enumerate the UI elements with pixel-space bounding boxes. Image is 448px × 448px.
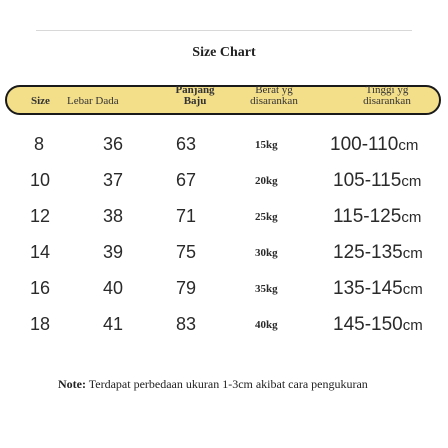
header-weight-line2: disarankan [250,95,298,107]
cell-height [330,134,418,156]
cell-height [333,242,423,264]
table-row [0,240,448,268]
cell-chest: 36 [103,134,124,154]
table-row [0,312,448,340]
header-height-line1: Tinggi yg [365,84,409,96]
table-row [0,276,448,304]
note-label: Note: [58,377,86,391]
cell-weight: 40kg [255,319,278,331]
cell-height [333,206,421,228]
cell-size: 8 [34,134,45,154]
cell-chest: 38 [103,206,124,226]
cell-height-unit: cm [401,209,422,226]
cell-height-range: 125-135 [333,242,403,263]
cell-height-unit: cm [402,245,423,262]
cell-weight: 15kg [255,139,278,151]
cell-weight: 30kg [255,247,278,259]
cell-size: 10 [30,170,51,190]
header-weight [229,85,319,107]
cell-length: 67 [176,170,197,190]
cell-size: 16 [30,278,51,298]
cell-chest: 41 [103,314,124,334]
table-row [0,132,448,160]
cell-height [333,314,423,336]
cell-height-unit: cm [402,317,423,334]
cell-chest: 37 [103,170,124,190]
cell-length: 63 [176,134,197,154]
header-weight-line1: Berat yg [255,84,293,96]
cell-chest: 40 [103,278,124,298]
cell-length: 75 [176,242,197,262]
table-row [0,168,448,196]
header-height-line2: disarankan [363,95,411,107]
cell-height-range: 100-110 [330,134,399,155]
cell-height-unit: cm [402,281,423,298]
cell-height-unit: cm [398,137,419,154]
header-size: Size [31,95,50,107]
top-divider [36,30,412,31]
cell-height-range: 145-150 [333,314,403,335]
cell-length: 79 [176,278,197,298]
cell-height-range: 105-115 [333,170,402,191]
header-length-line1: Panjang [175,84,215,96]
cell-chest: 39 [103,242,124,262]
cell-height [333,278,423,300]
header-height [337,85,437,107]
cell-height [333,170,421,192]
header-chest-width: Lebar Dada [67,95,119,107]
cell-height-unit: cm [401,173,422,190]
cell-height-range: 115-125 [333,206,402,227]
cell-height-range: 135-145 [333,278,403,299]
cell-weight: 35kg [255,283,278,295]
table-header [5,85,441,115]
cell-weight: 20kg [255,175,278,187]
header-length-line2: Baju [183,95,207,107]
cell-length: 71 [176,206,197,226]
cell-length: 83 [176,314,197,334]
note-text: Terdapat perbedaan ukuran 1-3cm akibat cara pengukuran [85,377,368,391]
cell-size: 12 [30,206,51,226]
cell-weight: 25kg [255,211,278,223]
cell-size: 18 [30,314,51,334]
table-row [0,204,448,232]
header-length [165,85,225,107]
measurement-note [58,377,398,391]
cell-size: 14 [30,242,51,262]
chart-title: Size Chart [192,45,256,60]
